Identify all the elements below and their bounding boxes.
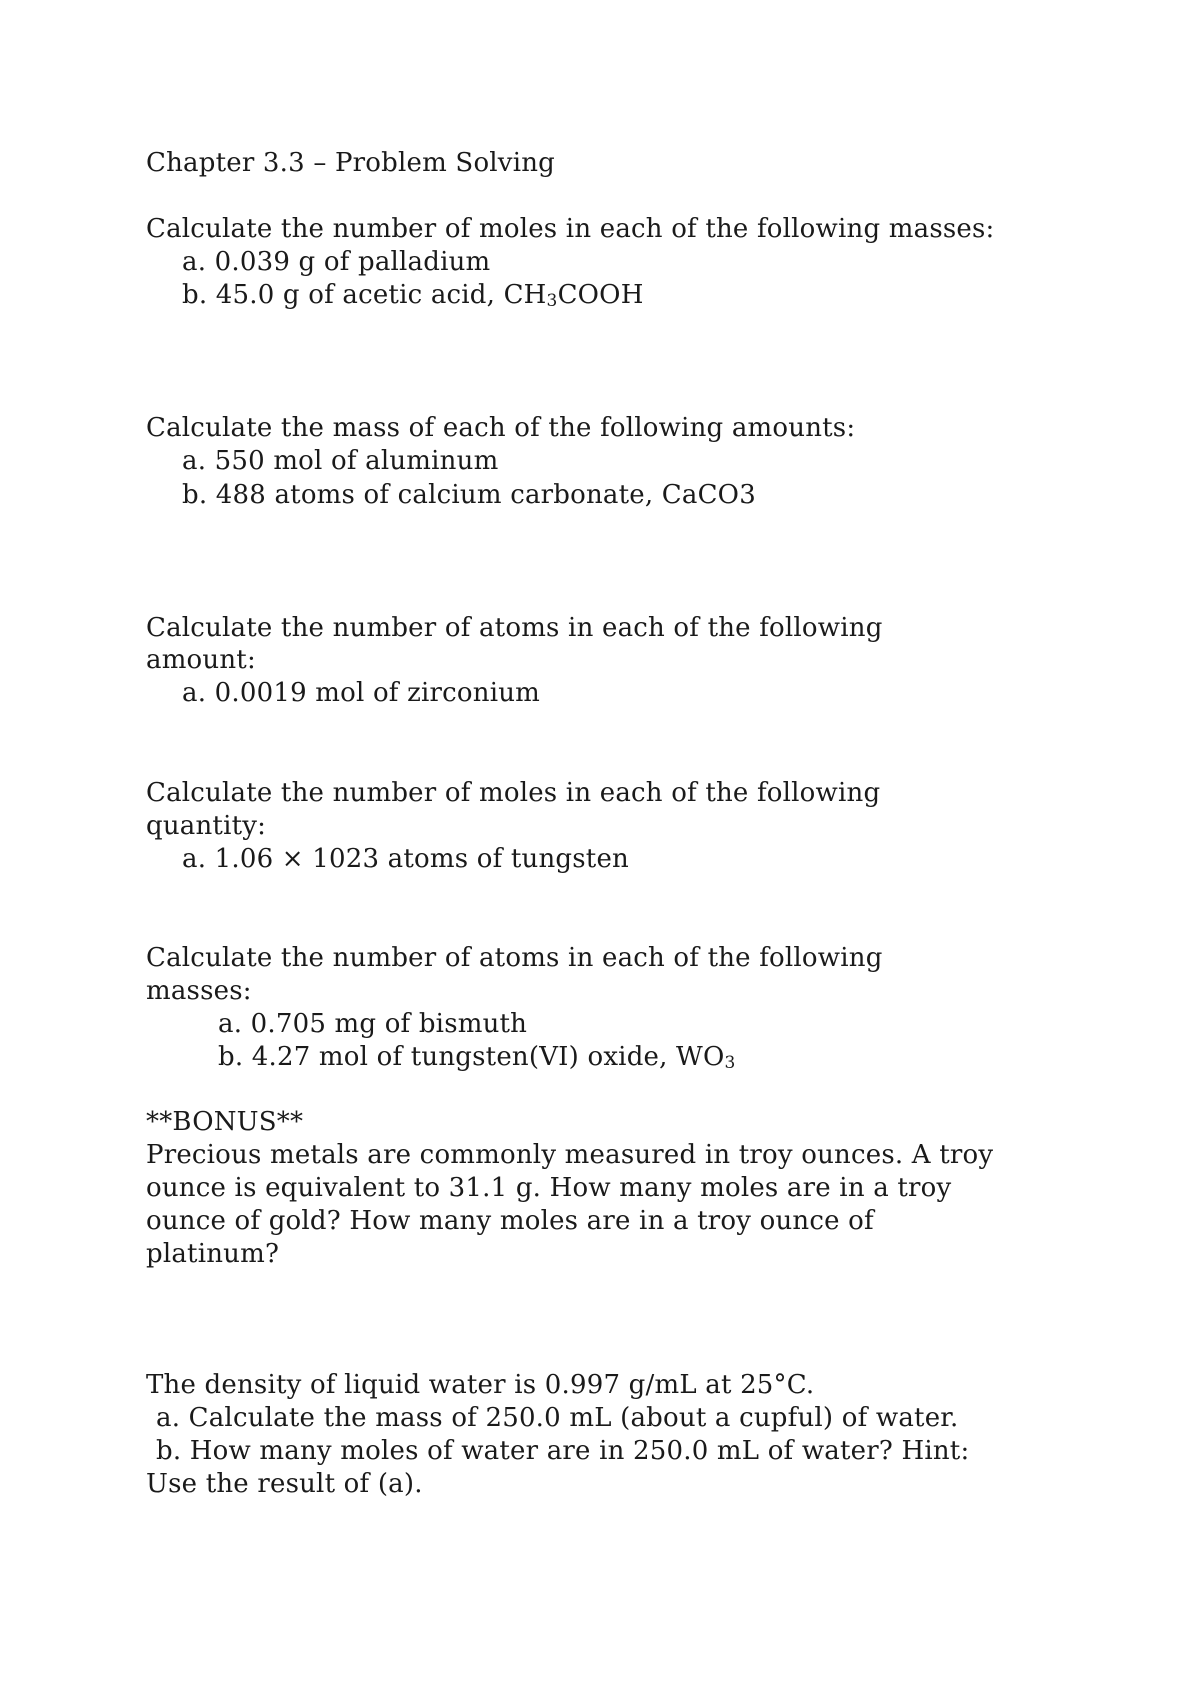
q1-item-b-text: b. 45.0 g of acetic acid, CH bbox=[182, 280, 547, 310]
q6-item-a: a. Calculate the mass of 250.0 mL (about a cupful) of water. bbox=[156, 1403, 959, 1433]
q5-item-b-subscript: 3 bbox=[724, 1053, 736, 1073]
bonus-line-3: ounce of gold? How many moles are in a troy ounce of bbox=[146, 1206, 874, 1236]
q1-item-b-subscript: 3 bbox=[546, 291, 558, 311]
q6-item-b-line1: b. How many moles of water are in 250.0 mL of water? Hint: bbox=[156, 1436, 970, 1466]
bonus-heading: **BONUS** bbox=[146, 1107, 304, 1137]
q5-item-a: a. 0.705 mg of bismuth bbox=[218, 1009, 528, 1039]
q4-prompt-line1: Calculate the number of moles in each of the following bbox=[146, 778, 881, 808]
q6-prompt: The density of liquid water is 0.997 g/mL at 25°C. bbox=[146, 1370, 815, 1400]
page-title: Chapter 3.3 – Problem Solving bbox=[146, 148, 556, 178]
q5-item-b bbox=[218, 1041, 736, 1074]
q3-prompt-line2: amount: bbox=[146, 645, 256, 675]
q3-item-a: a. 0.0019 mol of zirconium bbox=[182, 678, 541, 708]
q2-item-a: a. 550 mol of aluminum bbox=[182, 446, 499, 476]
q3-prompt-line1: Calculate the number of atoms in each of the following bbox=[146, 613, 883, 643]
q4-prompt-line2: quantity: bbox=[146, 811, 267, 841]
q5-item-b-text: b. 4.27 mol of tungsten(VI) oxide, WO bbox=[218, 1042, 725, 1072]
q2-prompt: Calculate the mass of each of the following amounts: bbox=[146, 413, 856, 443]
bonus-line-1: Precious metals are commonly measured in troy ounces. A troy bbox=[146, 1140, 994, 1170]
q1-item-a: a. 0.039 g of palladium bbox=[182, 247, 491, 277]
q5-prompt-line2: masses: bbox=[146, 976, 252, 1006]
q2-item-b: b. 488 atoms of calcium carbonate, CaCO3 bbox=[182, 480, 756, 510]
q1-item-b-suffix: COOH bbox=[557, 280, 644, 310]
q5-prompt-line1: Calculate the number of atoms in each of the following bbox=[146, 943, 883, 973]
bonus-line-2: ounce is equivalent to 31.1 g. How many moles are in a troy bbox=[146, 1173, 952, 1203]
q6-item-b-line2: Use the result of (a). bbox=[146, 1469, 423, 1499]
bonus-line-4: platinum? bbox=[146, 1239, 280, 1269]
q1-prompt: Calculate the number of moles in each of the following masses: bbox=[146, 214, 995, 244]
q1-item-b bbox=[182, 279, 644, 312]
q4-item-a: a. 1.06 × 1023 atoms of tungsten bbox=[182, 844, 629, 874]
